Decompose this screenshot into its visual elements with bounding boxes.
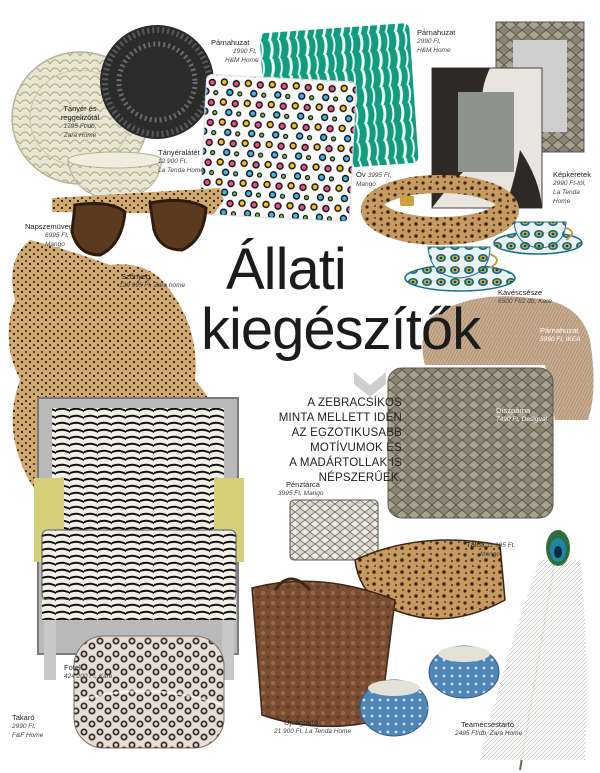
caption-cushion-2: Párnahuzat 2990 Ft, H&M Home	[417, 28, 456, 54]
caption-tray: Tálca 11 995 Ft, Mango	[466, 540, 516, 558]
wallet-image	[290, 500, 378, 560]
caption-sheepskin: Párnahuzat 5990 Ft, IKEA	[540, 326, 581, 343]
caption-snake-cushion: Díszpárna 7490 Ft, Desigual	[496, 406, 547, 423]
chevron-decoration-icon	[354, 372, 386, 397]
blanket-image	[74, 636, 224, 748]
sunglasses-image	[52, 188, 224, 255]
caption-coffee-cups: Kávéscsésze 6500 Ft/2 db, Kare	[498, 288, 552, 305]
intro-text	[272, 396, 402, 486]
caption-belt: Öv 3995 Ft, Mango	[356, 170, 392, 188]
intro-line: A MADÁRTOLLAK IS	[289, 457, 402, 469]
page-title-line2: kiegészítők	[201, 297, 481, 362]
intro-line: MOTÍVUMOK ÉS	[310, 442, 402, 454]
caption-cushion-1: Párnahuzat 1990 Ft, H&M Home	[211, 38, 259, 64]
intro-line: A ZEBRACSÍKOS	[307, 397, 402, 409]
intro-line: AZ EGZOTIKUSABB	[291, 427, 402, 439]
caption-magazine-holder: Újságtartó 21 900 Ft, La Tenda Home	[274, 718, 352, 735]
caption-blanket: Takaró 2990 Ft, F&F Home	[12, 713, 44, 739]
caption-armchair: Fotel 424 200 Ft, Kare	[64, 663, 113, 680]
caption-sunglasses: Napszemüveg 6995 Ft, Mango	[25, 222, 73, 248]
page-title-line1: Állati	[226, 237, 346, 302]
caption-frames: Képkeretek 2990 Ft-tól, La Tenda Home	[553, 170, 591, 205]
caption-placemat: Tányéralátét 12 900 Ft, La Tenda Home	[158, 148, 205, 174]
snake-cushion-image	[388, 368, 553, 518]
caption-plate: Tányér és reggelizőtál 1795 Ft/db, Zara Home	[60, 104, 100, 139]
caption-rug: Szőnyeg 129 995 Ft, Zara home	[119, 272, 186, 289]
caption-tealight-holders: Teamécsestartó 2495 Ft/db, Zara Home	[455, 720, 523, 737]
caption-wallet: Pénztárca 3995 Ft, Mango	[278, 480, 324, 497]
intro-line: MINTA MELLETT IDÉN	[278, 412, 402, 424]
intro-line: NÉPSZERŰEK.	[318, 472, 402, 484]
